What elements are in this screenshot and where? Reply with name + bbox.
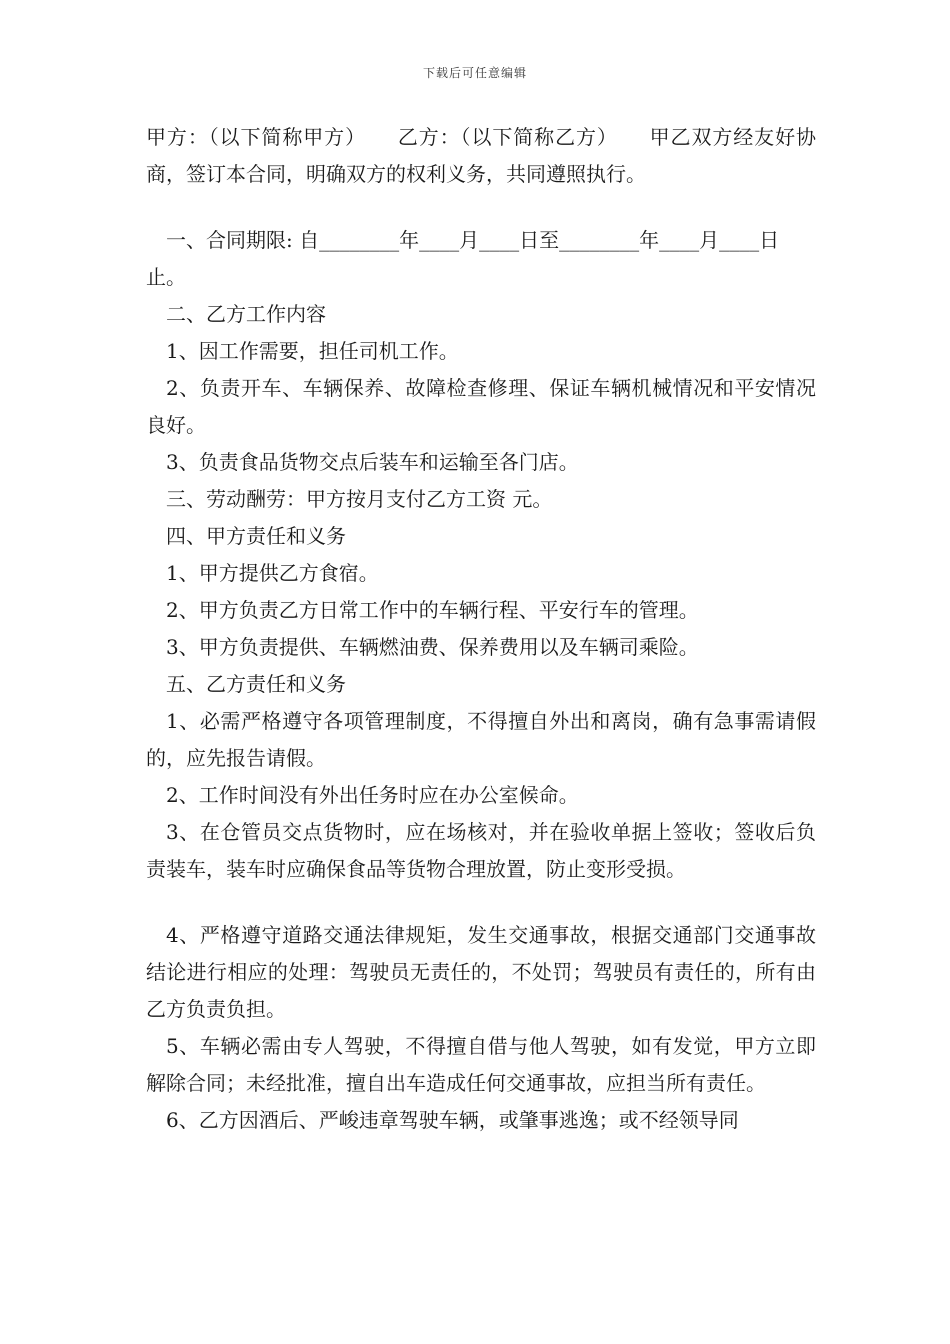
section-2-title: 二、乙方工作内容: [166, 302, 326, 326]
section-5-item-3: 3、在仓管员交点货物时，应在场核对，并在验收单据上签收；签收后负责装车，装车时应确保食品等货物合理放置，防止变形受损。: [146, 820, 816, 881]
contract-body: [146, 119, 816, 1139]
section-5-item-1: 1、必需严格遵守各项管理制度，不得擅自外出和离岗，确有急事需请假的，应先报告请假。: [146, 709, 816, 770]
page-header-note: 下载后可任意编辑: [422, 66, 527, 80]
section-4-item-3: 3、甲方负责提供、车辆燃油费、保养费用以及车辆司乘险。: [166, 635, 699, 659]
section-2-item-2: 2、负责开车、车辆保养、故障检查修理、保证车辆机械情况和平安情况良好。: [146, 376, 816, 437]
section-4-item-1: 1、甲方提供乙方食宿。: [166, 561, 379, 585]
section-2-item-1: 1、因工作需要，担任司机工作。: [166, 339, 459, 363]
section-5-item-5: 5、车辆必需由专人驾驶，不得擅自借与他人驾驶，如有发觉，甲方立即解除合同；未经批准，擅自出车造成任何交通事故，应担当所有责任。: [146, 1034, 816, 1095]
section-3-salary: 三、劳动酬劳：甲方按月支付乙方工资 元。: [166, 487, 553, 511]
section-5-item-2: 2、工作时间没有外出任务时应在办公室候命。: [166, 783, 579, 807]
section-4-title: 四、甲方责任和义务: [166, 524, 346, 548]
section-2-item-3: 3、负责食品货物交点后装车和运输至各门店。: [166, 450, 579, 474]
section-5-title: 五、乙方责任和义务: [166, 672, 346, 696]
section-5-item-6: 6、乙方因酒后、严峻违章驾驶车辆，或肇事逃逸；或不经领导同: [166, 1108, 739, 1132]
contract-term-clause: 一、合同期限: 自________年____月____日至________年____月____日止。: [146, 228, 780, 289]
section-5-item-4: 4、严格遵守道路交通法律规矩，发生交通事故，根据交通部门交通事故结论进行相应的处理：驾驶员无责任的，不处罚；驾驶员有责任的，所有由乙方负责负担。: [146, 923, 816, 1021]
section-4-item-2: 2、甲方负责乙方日常工作中的车辆行程、平安行车的管理。: [166, 598, 699, 622]
intro-paragraph: 甲方：（以下简称甲方） 乙方：（以下简称乙方） 甲乙双方经友好协商，签订本合同，明确双方的权利义务，共同遵照执行。: [146, 125, 816, 186]
